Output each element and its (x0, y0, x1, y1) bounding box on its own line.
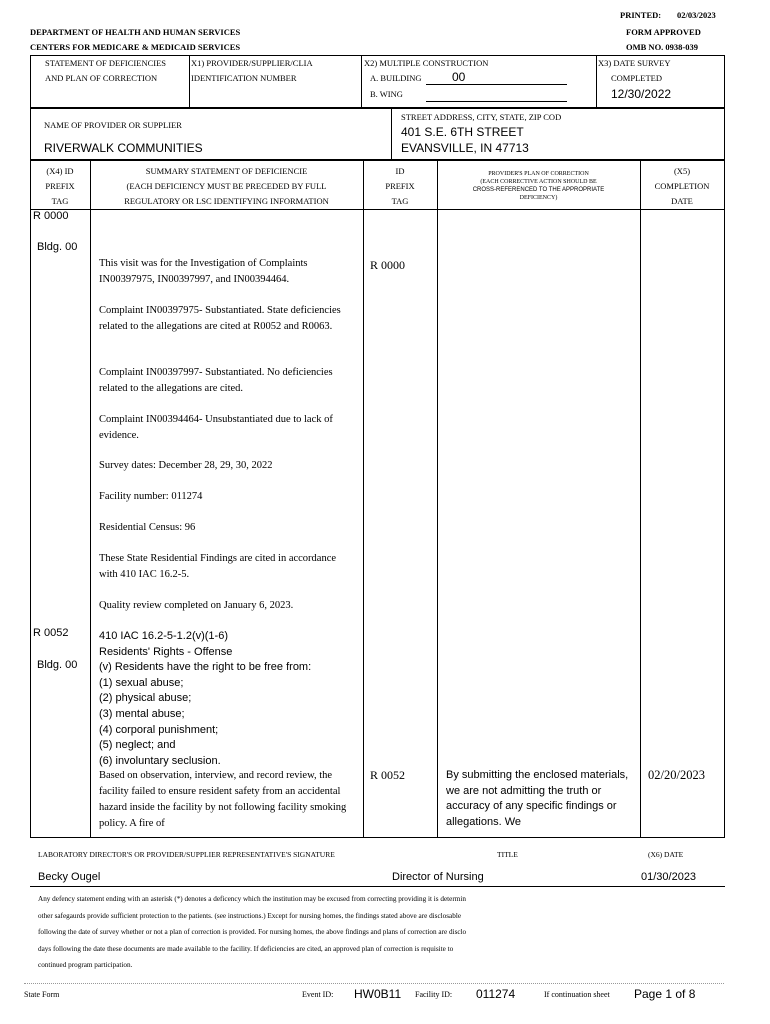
signature-date: 01/30/2023 (641, 871, 697, 883)
disclaimer-line: other safegaurds provide sufficient protection to the patients. (see instructions.) Except for nursing homes, the findings stated above are disclosable (38, 911, 462, 920)
plan-label-2: (EACH CORRECTIVE ACTION SHOULD BE (480, 179, 597, 185)
x5-label: (X5) (673, 166, 691, 176)
reg-line: (5) neglect; and (99, 739, 176, 752)
provider-name-label: NAME OF PROVIDER OR SUPPLIER (44, 120, 182, 130)
paragraph-facility-number: Facility number: 011274 (99, 491, 203, 502)
tag-r0052-right: R 0052 (370, 768, 406, 782)
disclaimer-line: following the date of survey whether or not a plan of correction is provided. For nursing homes, the above findings and plans of correction are disclo (38, 928, 467, 936)
x4-prefix-label: PREFIX (45, 181, 75, 191)
event-id-label: Event ID: (302, 990, 334, 999)
wing-label: B. WING (370, 89, 403, 99)
building-value: 00 (452, 70, 466, 84)
plan-label-4: DEFICIENCY) (519, 195, 558, 201)
date-survey-label-2: COMPLETED (611, 73, 662, 83)
paragraph-complaint-2: Complaint IN00397997- Substantiated. No deficiencies related to the allegations are cited. (99, 367, 333, 394)
state-form-label: State Form (24, 990, 60, 999)
facility-id-value: 011274 (476, 987, 516, 1001)
paragraph-census: Residential Census: 96 (99, 522, 196, 533)
centers-title: CENTERS FOR MEDICARE & MEDICAID SERVICES (30, 42, 241, 52)
address-line-1: 401 S.E. 6TH STREET (401, 125, 524, 139)
printed-date: 02/03/2023 (677, 10, 716, 20)
reg-line: Residents' Rights - Offense (99, 645, 233, 658)
reg-line: 410 IAC 16.2-5-1.2(v)(1-6) (99, 630, 228, 642)
disclaimer-line: Any defency statement ending with an asterisk (*) denotes a deficency which the institution may be excused from correcting providing it is determin (38, 895, 466, 903)
id-label: ID (395, 166, 405, 176)
statement-label-2: AND PLAN OF CORRECTION (45, 73, 158, 83)
signature-name: Becky Ougel (38, 871, 101, 883)
disclaimer-line: days following the date these documents are made available to the facility. If deficiencies are cited, an approved plan of correction is requisite to (38, 944, 454, 953)
provider-id-label-2: IDENTIFICATION NUMBER (191, 73, 297, 83)
omb-number: OMB NO. 0938-039 (626, 42, 699, 52)
regulation-text (99, 629, 361, 769)
printed-label: PRINTED: (620, 10, 662, 20)
address-line-2: EVANSVILLE, IN 47713 (401, 141, 529, 155)
building-label: A. BUILDING (370, 73, 422, 83)
bldg-label-1: Bldg. 00 (37, 241, 78, 253)
disclaimer-line: continued program participation. (38, 961, 133, 969)
date-label: DATE (671, 196, 693, 206)
disclaimer (38, 891, 738, 974)
reg-line: (v) Residents have the right to be free from: (99, 661, 312, 674)
plan-label-3: CROSS-REFERENCED TO THE APPROPRIATE (472, 187, 605, 193)
tag-r0000: R 0000 (33, 210, 69, 222)
date-survey-label-1: X3) DATE SURVEY (598, 58, 671, 68)
address-label: STREET ADDRESS, CITY, STATE, ZIP COD (401, 112, 562, 122)
paragraph-findings: These State Residential Findings are cited in accordance with 410 IAC 16.2-5. (99, 553, 337, 580)
paragraph-visit: This visit was for the Investigation of Complaints IN00397975, IN00397997, and IN00394464. (99, 258, 308, 285)
provider-id-label-1: X1) PROVIDER/SUPPLIER/CLIA (191, 58, 313, 68)
tag-r0052: R 0052 (33, 627, 69, 639)
x4-id-label: (X4) ID (46, 166, 74, 176)
reg-line: (2) physical abuse; (99, 692, 192, 705)
id-prefix-label: PREFIX (385, 181, 415, 191)
id-tag-label: TAG (391, 196, 409, 206)
form-approved: FORM APPROVED (626, 27, 701, 37)
completion-date: 02/20/2023 (648, 768, 705, 782)
x4-tag-label: TAG (51, 196, 69, 206)
paragraph-quality-review: Quality review completed on January 6, 2023. (99, 600, 294, 611)
title-value: Director of Nursing (392, 871, 484, 883)
continuation-label: If continuation sheet (544, 990, 610, 999)
bldg-label-2: Bldg. 00 (37, 659, 78, 671)
event-id-value: HW0B11 (354, 987, 402, 1001)
reg-line: (4) corporal punishment; (99, 723, 219, 736)
reg-line: (6) involuntary seclusion. (99, 754, 221, 767)
multiple-construction-label: X2) MULTIPLE CONSTRUCTION (364, 58, 489, 68)
dept-title: DEPARTMENT OF HEALTH AND HUMAN SERVICES (30, 27, 241, 37)
facility-id-label: Facility ID: (415, 990, 453, 999)
page-number: Page 1 of 8 (634, 987, 696, 1001)
completion-label: COMPLETION (654, 181, 710, 191)
tag-r0000-right: R 0000 (370, 258, 406, 272)
title-label: TITLE (497, 850, 518, 859)
reg-line: (1) sexual abuse; (99, 676, 184, 689)
summary-label-3: REGULATORY OR LSC IDENTIFYING INFORMATION (124, 196, 329, 206)
date-completed-value: 12/30/2022 (611, 87, 672, 101)
x6-date-label: (X6) DATE (648, 850, 684, 859)
provider-name-value: RIVERWALK COMMUNITIES (44, 141, 203, 155)
summary-label-2: (EACH DEFICIENCY MUST BE PRECEDED BY FULL (126, 181, 327, 191)
plan-label-1: PROVIDER'S PLAN OF CORRECTION (488, 171, 589, 177)
paragraph-survey-dates: Survey dates: December 28, 29, 30, 2022 (99, 460, 273, 471)
paragraph-complaint-1: Complaint IN00397975- Substantiated. State deficiencies related to the allegations are cited at R0052 and R0063. (99, 305, 341, 332)
reg-line: (3) mental abuse; (99, 707, 185, 720)
paragraph-complaint-3: Complaint IN00394464- Unsubstantiated due to lack of evidence. (99, 414, 333, 441)
plan-of-correction-text: By submitting the enclosed materials, we are not admitting the truth or accuracy of any specific findings or allegations. We (446, 769, 629, 828)
summary-label-1: SUMMARY STATEMENT OF DEFICIENCIE (145, 166, 308, 176)
paragraph-findings-detail: Based on observation, interview, and record review, the facility failed to ensure resident safety from an accidental hazard inside the facility by not following facility smoking policy. A fire of (99, 770, 347, 829)
statement-label-1: STATEMENT OF DEFICIENCIES (45, 58, 167, 68)
signature-label: LABORATORY DIRECTOR'S OR PROVIDER/SUPPLIER REPRESENTATIVE'S SIGNATURE (38, 850, 335, 859)
